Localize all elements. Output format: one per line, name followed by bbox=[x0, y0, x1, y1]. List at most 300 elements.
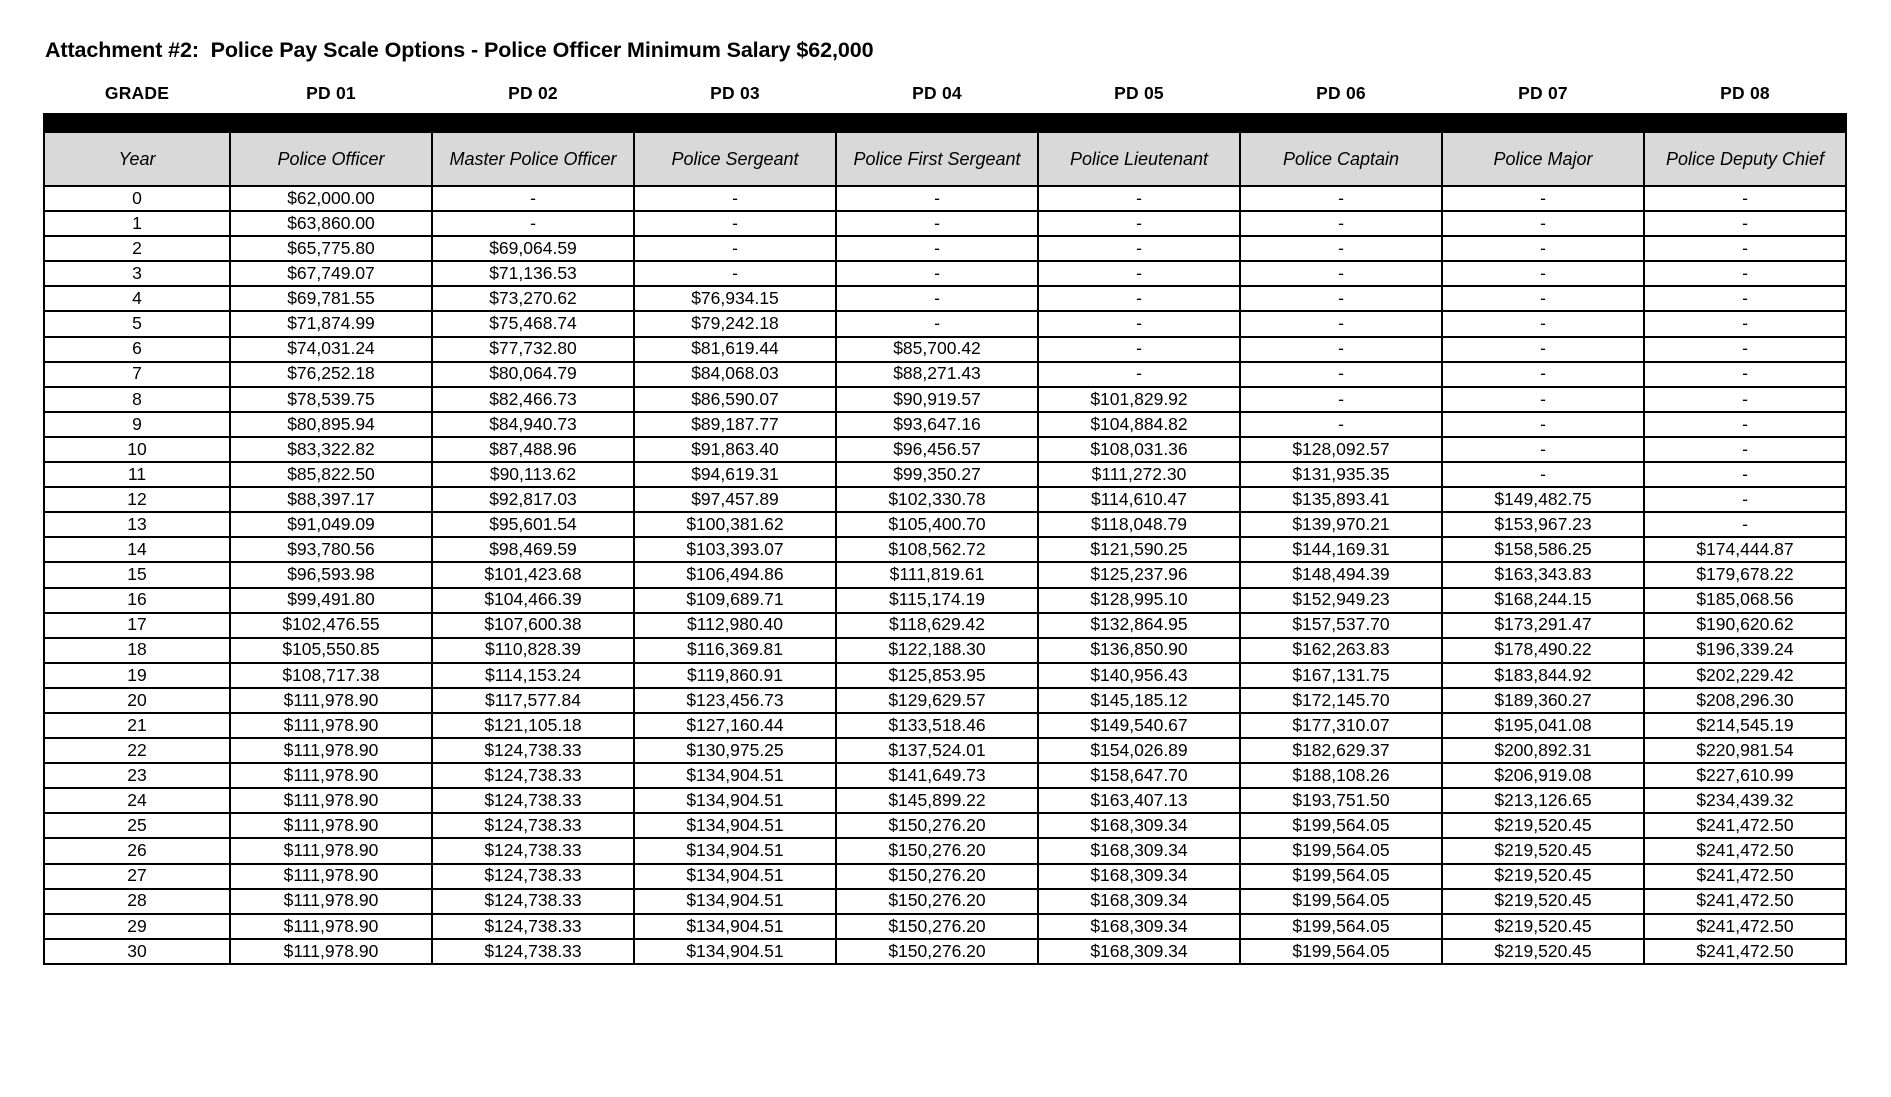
year-cell: 30 bbox=[44, 939, 230, 964]
pd-code-7: PD 07 bbox=[1442, 81, 1644, 114]
table-row bbox=[44, 763, 1846, 788]
salary-cell-pd-8: $234,439.32 bbox=[1644, 788, 1846, 813]
salary-cell-pd-3: $100,381.62 bbox=[634, 512, 836, 537]
salary-cell-pd-1: $111,978.90 bbox=[230, 914, 432, 939]
salary-cell-pd-5: - bbox=[1038, 186, 1240, 211]
salary-cell-pd-6: $162,263.83 bbox=[1240, 638, 1442, 663]
year-cell: 15 bbox=[44, 562, 230, 587]
salary-cell-pd-1: $88,397.17 bbox=[230, 487, 432, 512]
salary-cell-pd-2: $124,738.33 bbox=[432, 788, 634, 813]
salary-cell-pd-5: $168,309.34 bbox=[1038, 889, 1240, 914]
salary-cell-pd-6: - bbox=[1240, 261, 1442, 286]
salary-cell-pd-5: - bbox=[1038, 337, 1240, 362]
salary-cell-pd-4: $150,276.20 bbox=[836, 813, 1038, 838]
salary-cell-pd-7: - bbox=[1442, 412, 1644, 437]
salary-cell-pd-1: $111,978.90 bbox=[230, 864, 432, 889]
salary-cell-pd-4: $150,276.20 bbox=[836, 914, 1038, 939]
salary-cell-pd-1: $76,252.18 bbox=[230, 362, 432, 387]
year-cell: 23 bbox=[44, 763, 230, 788]
salary-cell-pd-3: $134,904.51 bbox=[634, 813, 836, 838]
table-row bbox=[44, 914, 1846, 939]
salary-cell-pd-1: $111,978.90 bbox=[230, 838, 432, 863]
salary-cell-pd-6: $172,145.70 bbox=[1240, 688, 1442, 713]
salary-cell-pd-5: - bbox=[1038, 286, 1240, 311]
table-row bbox=[44, 211, 1846, 236]
table-row bbox=[44, 236, 1846, 261]
salary-cell-pd-5: $132,864.95 bbox=[1038, 613, 1240, 638]
salary-cell-pd-1: $105,550.85 bbox=[230, 638, 432, 663]
salary-cell-pd-7: $173,291.47 bbox=[1442, 613, 1644, 638]
table-row bbox=[44, 437, 1846, 462]
salary-cell-pd-1: $111,978.90 bbox=[230, 813, 432, 838]
position-title-row bbox=[44, 132, 1846, 186]
salary-cell-pd-2: $124,738.33 bbox=[432, 813, 634, 838]
salary-cell-pd-1: $62,000.00 bbox=[230, 186, 432, 211]
salary-cell-pd-7: $189,360.27 bbox=[1442, 688, 1644, 713]
table-body bbox=[44, 186, 1846, 964]
salary-cell-pd-2: $71,136.53 bbox=[432, 261, 634, 286]
table-row bbox=[44, 738, 1846, 763]
page-title: Attachment #2: Police Pay Scale Options - Police Officer Minimum Salary $62,000 bbox=[45, 38, 874, 62]
salary-cell-pd-3: $134,904.51 bbox=[634, 864, 836, 889]
salary-cell-pd-4: $85,700.42 bbox=[836, 337, 1038, 362]
salary-cell-pd-7: $168,244.15 bbox=[1442, 588, 1644, 613]
year-cell: 17 bbox=[44, 613, 230, 638]
salary-cell-pd-3: $103,393.07 bbox=[634, 537, 836, 562]
year-cell: 28 bbox=[44, 889, 230, 914]
salary-cell-pd-8: - bbox=[1644, 311, 1846, 336]
salary-cell-pd-3: $89,187.77 bbox=[634, 412, 836, 437]
salary-cell-pd-8: - bbox=[1644, 211, 1846, 236]
salary-cell-pd-1: $102,476.55 bbox=[230, 613, 432, 638]
salary-cell-pd-6: $139,970.21 bbox=[1240, 512, 1442, 537]
table-row bbox=[44, 261, 1846, 286]
salary-cell-pd-3: - bbox=[634, 261, 836, 286]
table-row bbox=[44, 613, 1846, 638]
salary-cell-pd-1: $111,978.90 bbox=[230, 889, 432, 914]
year-cell: 11 bbox=[44, 462, 230, 487]
year-cell: 4 bbox=[44, 286, 230, 311]
salary-cell-pd-2: $114,153.24 bbox=[432, 663, 634, 688]
salary-cell-pd-5: $163,407.13 bbox=[1038, 788, 1240, 813]
salary-cell-pd-6: $131,935.35 bbox=[1240, 462, 1442, 487]
salary-cell-pd-8: - bbox=[1644, 462, 1846, 487]
salary-cell-pd-2: - bbox=[432, 211, 634, 236]
salary-cell-pd-5: $145,185.12 bbox=[1038, 688, 1240, 713]
table-row bbox=[44, 462, 1846, 487]
salary-cell-pd-5: $104,884.82 bbox=[1038, 412, 1240, 437]
salary-cell-pd-8: $241,472.50 bbox=[1644, 838, 1846, 863]
year-cell: 14 bbox=[44, 537, 230, 562]
salary-cell-pd-6: $177,310.07 bbox=[1240, 713, 1442, 738]
salary-cell-pd-1: $111,978.90 bbox=[230, 939, 432, 964]
table-row bbox=[44, 362, 1846, 387]
year-cell: 5 bbox=[44, 311, 230, 336]
salary-cell-pd-8: - bbox=[1644, 487, 1846, 512]
salary-cell-pd-5: $101,829.92 bbox=[1038, 387, 1240, 412]
salary-cell-pd-8: - bbox=[1644, 412, 1846, 437]
pay-scale-table bbox=[43, 81, 1847, 965]
table-row bbox=[44, 537, 1846, 562]
position-title-6: Police Captain bbox=[1240, 132, 1442, 186]
salary-cell-pd-3: $134,904.51 bbox=[634, 763, 836, 788]
salary-cell-pd-6: $199,564.05 bbox=[1240, 838, 1442, 863]
salary-cell-pd-2: $124,738.33 bbox=[432, 914, 634, 939]
salary-cell-pd-1: $83,322.82 bbox=[230, 437, 432, 462]
salary-cell-pd-2: $69,064.59 bbox=[432, 236, 634, 261]
salary-cell-pd-4: $150,276.20 bbox=[836, 864, 1038, 889]
salary-cell-pd-2: $124,738.33 bbox=[432, 889, 634, 914]
salary-cell-pd-3: $134,904.51 bbox=[634, 914, 836, 939]
position-title-1: Police Officer bbox=[230, 132, 432, 186]
salary-cell-pd-7: $153,967.23 bbox=[1442, 512, 1644, 537]
salary-cell-pd-4: - bbox=[836, 311, 1038, 336]
salary-cell-pd-6: $193,751.50 bbox=[1240, 788, 1442, 813]
salary-cell-pd-1: $111,978.90 bbox=[230, 738, 432, 763]
black-bar-cell bbox=[44, 114, 1846, 132]
salary-cell-pd-6: - bbox=[1240, 387, 1442, 412]
salary-cell-pd-7: - bbox=[1442, 462, 1644, 487]
salary-cell-pd-7: $206,919.08 bbox=[1442, 763, 1644, 788]
salary-cell-pd-2: $98,469.59 bbox=[432, 537, 634, 562]
salary-cell-pd-6: - bbox=[1240, 311, 1442, 336]
salary-cell-pd-3: $109,689.71 bbox=[634, 588, 836, 613]
salary-cell-pd-4: - bbox=[836, 186, 1038, 211]
salary-cell-pd-4: $111,819.61 bbox=[836, 562, 1038, 587]
year-cell: 8 bbox=[44, 387, 230, 412]
salary-cell-pd-4: $108,562.72 bbox=[836, 537, 1038, 562]
salary-cell-pd-3: $119,860.91 bbox=[634, 663, 836, 688]
salary-cell-pd-6: $157,537.70 bbox=[1240, 613, 1442, 638]
salary-cell-pd-1: $111,978.90 bbox=[230, 688, 432, 713]
salary-cell-pd-5: - bbox=[1038, 211, 1240, 236]
salary-cell-pd-6: $188,108.26 bbox=[1240, 763, 1442, 788]
salary-cell-pd-3: $79,242.18 bbox=[634, 311, 836, 336]
pd-code-6: PD 06 bbox=[1240, 81, 1442, 114]
salary-cell-pd-1: $99,491.80 bbox=[230, 588, 432, 613]
table-head bbox=[44, 81, 1846, 186]
salary-cell-pd-4: $99,350.27 bbox=[836, 462, 1038, 487]
table-row bbox=[44, 487, 1846, 512]
salary-cell-pd-7: $163,343.83 bbox=[1442, 562, 1644, 587]
salary-cell-pd-2: $124,738.33 bbox=[432, 838, 634, 863]
salary-cell-pd-7: $219,520.45 bbox=[1442, 889, 1644, 914]
salary-cell-pd-3: $81,619.44 bbox=[634, 337, 836, 362]
salary-cell-pd-7: $219,520.45 bbox=[1442, 939, 1644, 964]
salary-cell-pd-6: - bbox=[1240, 211, 1442, 236]
salary-cell-pd-2: $101,423.68 bbox=[432, 562, 634, 587]
salary-cell-pd-4: $93,647.16 bbox=[836, 412, 1038, 437]
salary-cell-pd-7: - bbox=[1442, 337, 1644, 362]
salary-cell-pd-2: $90,113.62 bbox=[432, 462, 634, 487]
salary-cell-pd-8: - bbox=[1644, 337, 1846, 362]
salary-cell-pd-1: $69,781.55 bbox=[230, 286, 432, 311]
year-cell: 25 bbox=[44, 813, 230, 838]
table-row bbox=[44, 512, 1846, 537]
salary-cell-pd-8: $220,981.54 bbox=[1644, 738, 1846, 763]
salary-cell-pd-8: - bbox=[1644, 437, 1846, 462]
salary-cell-pd-3: $116,369.81 bbox=[634, 638, 836, 663]
salary-cell-pd-6: $199,564.05 bbox=[1240, 864, 1442, 889]
salary-cell-pd-6: $128,092.57 bbox=[1240, 437, 1442, 462]
salary-cell-pd-1: $91,049.09 bbox=[230, 512, 432, 537]
salary-cell-pd-2: $110,828.39 bbox=[432, 638, 634, 663]
salary-cell-pd-3: $134,904.51 bbox=[634, 889, 836, 914]
year-cell: 13 bbox=[44, 512, 230, 537]
salary-cell-pd-8: $185,068.56 bbox=[1644, 588, 1846, 613]
position-title-5: Police Lieutenant bbox=[1038, 132, 1240, 186]
salary-cell-pd-4: $150,276.20 bbox=[836, 838, 1038, 863]
salary-cell-pd-4: - bbox=[836, 236, 1038, 261]
salary-cell-pd-5: $118,048.79 bbox=[1038, 512, 1240, 537]
salary-cell-pd-4: - bbox=[836, 286, 1038, 311]
salary-cell-pd-3: $127,160.44 bbox=[634, 713, 836, 738]
salary-cell-pd-1: $108,717.38 bbox=[230, 663, 432, 688]
grade-label: GRADE bbox=[44, 81, 230, 114]
salary-cell-pd-7: - bbox=[1442, 362, 1644, 387]
salary-cell-pd-2: $124,738.33 bbox=[432, 738, 634, 763]
salary-cell-pd-8: - bbox=[1644, 512, 1846, 537]
salary-cell-pd-2: $87,488.96 bbox=[432, 437, 634, 462]
salary-cell-pd-6: - bbox=[1240, 337, 1442, 362]
salary-cell-pd-5: $128,995.10 bbox=[1038, 588, 1240, 613]
salary-cell-pd-4: $150,276.20 bbox=[836, 889, 1038, 914]
black-separator-bar bbox=[44, 114, 1846, 132]
salary-cell-pd-1: $85,822.50 bbox=[230, 462, 432, 487]
salary-cell-pd-4: $129,629.57 bbox=[836, 688, 1038, 713]
salary-cell-pd-2: $80,064.79 bbox=[432, 362, 634, 387]
salary-cell-pd-7: - bbox=[1442, 437, 1644, 462]
salary-cell-pd-3: $130,975.25 bbox=[634, 738, 836, 763]
salary-cell-pd-5: - bbox=[1038, 236, 1240, 261]
table-row bbox=[44, 864, 1846, 889]
salary-cell-pd-7: $219,520.45 bbox=[1442, 914, 1644, 939]
salary-cell-pd-5: $168,309.34 bbox=[1038, 914, 1240, 939]
table-row bbox=[44, 387, 1846, 412]
salary-cell-pd-5: $168,309.34 bbox=[1038, 939, 1240, 964]
salary-cell-pd-3: - bbox=[634, 236, 836, 261]
salary-cell-pd-5: $125,237.96 bbox=[1038, 562, 1240, 587]
year-cell: 6 bbox=[44, 337, 230, 362]
salary-cell-pd-3: $94,619.31 bbox=[634, 462, 836, 487]
salary-cell-pd-8: - bbox=[1644, 261, 1846, 286]
year-cell: 16 bbox=[44, 588, 230, 613]
salary-cell-pd-2: $124,738.33 bbox=[432, 864, 634, 889]
salary-cell-pd-1: $74,031.24 bbox=[230, 337, 432, 362]
salary-cell-pd-7: - bbox=[1442, 387, 1644, 412]
year-cell: 24 bbox=[44, 788, 230, 813]
salary-cell-pd-5: $168,309.34 bbox=[1038, 813, 1240, 838]
salary-cell-pd-8: $241,472.50 bbox=[1644, 889, 1846, 914]
table-row bbox=[44, 412, 1846, 437]
table-row bbox=[44, 713, 1846, 738]
pd-code-5: PD 05 bbox=[1038, 81, 1240, 114]
year-cell: 21 bbox=[44, 713, 230, 738]
table-row bbox=[44, 638, 1846, 663]
pd-code-8: PD 08 bbox=[1644, 81, 1846, 114]
salary-cell-pd-8: $241,472.50 bbox=[1644, 864, 1846, 889]
year-cell: 2 bbox=[44, 236, 230, 261]
salary-cell-pd-6: $199,564.05 bbox=[1240, 914, 1442, 939]
salary-cell-pd-3: $91,863.40 bbox=[634, 437, 836, 462]
salary-cell-pd-8: - bbox=[1644, 186, 1846, 211]
year-cell: 19 bbox=[44, 663, 230, 688]
year-cell: 1 bbox=[44, 211, 230, 236]
salary-cell-pd-8: $196,339.24 bbox=[1644, 638, 1846, 663]
salary-cell-pd-8: $214,545.19 bbox=[1644, 713, 1846, 738]
salary-cell-pd-6: $135,893.41 bbox=[1240, 487, 1442, 512]
salary-cell-pd-8: - bbox=[1644, 387, 1846, 412]
salary-cell-pd-7: $183,844.92 bbox=[1442, 663, 1644, 688]
salary-cell-pd-2: $75,468.74 bbox=[432, 311, 634, 336]
year-cell: 22 bbox=[44, 738, 230, 763]
salary-cell-pd-4: - bbox=[836, 211, 1038, 236]
salary-cell-pd-5: $154,026.89 bbox=[1038, 738, 1240, 763]
salary-cell-pd-1: $93,780.56 bbox=[230, 537, 432, 562]
salary-cell-pd-3: $134,904.51 bbox=[634, 838, 836, 863]
salary-cell-pd-8: - bbox=[1644, 362, 1846, 387]
salary-cell-pd-8: $190,620.62 bbox=[1644, 613, 1846, 638]
salary-cell-pd-6: - bbox=[1240, 362, 1442, 387]
salary-cell-pd-7: - bbox=[1442, 286, 1644, 311]
salary-cell-pd-4: $122,188.30 bbox=[836, 638, 1038, 663]
salary-cell-pd-6: $167,131.75 bbox=[1240, 663, 1442, 688]
table-row bbox=[44, 939, 1846, 964]
salary-cell-pd-6: $199,564.05 bbox=[1240, 939, 1442, 964]
table-row bbox=[44, 838, 1846, 863]
salary-cell-pd-8: $241,472.50 bbox=[1644, 914, 1846, 939]
salary-cell-pd-5: $168,309.34 bbox=[1038, 838, 1240, 863]
salary-cell-pd-6: $199,564.05 bbox=[1240, 813, 1442, 838]
salary-cell-pd-2: $124,738.33 bbox=[432, 939, 634, 964]
year-cell: 27 bbox=[44, 864, 230, 889]
salary-cell-pd-1: $111,978.90 bbox=[230, 788, 432, 813]
salary-cell-pd-7: $219,520.45 bbox=[1442, 813, 1644, 838]
pd-code-1: PD 01 bbox=[230, 81, 432, 114]
salary-cell-pd-8: - bbox=[1644, 286, 1846, 311]
table-row bbox=[44, 889, 1846, 914]
salary-cell-pd-2: $95,601.54 bbox=[432, 512, 634, 537]
table-row bbox=[44, 337, 1846, 362]
position-title-8: Police Deputy Chief bbox=[1644, 132, 1846, 186]
salary-cell-pd-5: - bbox=[1038, 261, 1240, 286]
salary-cell-pd-7: $219,520.45 bbox=[1442, 864, 1644, 889]
salary-cell-pd-4: $115,174.19 bbox=[836, 588, 1038, 613]
salary-cell-pd-8: $227,610.99 bbox=[1644, 763, 1846, 788]
salary-cell-pd-4: $125,853.95 bbox=[836, 663, 1038, 688]
salary-cell-pd-4: $88,271.43 bbox=[836, 362, 1038, 387]
salary-cell-pd-2: $92,817.03 bbox=[432, 487, 634, 512]
salary-cell-pd-2: $121,105.18 bbox=[432, 713, 634, 738]
salary-cell-pd-5: - bbox=[1038, 311, 1240, 336]
salary-cell-pd-2: - bbox=[432, 186, 634, 211]
salary-cell-pd-7: - bbox=[1442, 211, 1644, 236]
salary-cell-pd-3: - bbox=[634, 186, 836, 211]
year-cell: 18 bbox=[44, 638, 230, 663]
table-row bbox=[44, 311, 1846, 336]
salary-cell-pd-7: $149,482.75 bbox=[1442, 487, 1644, 512]
salary-cell-pd-7: - bbox=[1442, 261, 1644, 286]
salary-cell-pd-6: $148,494.39 bbox=[1240, 562, 1442, 587]
pd-code-4: PD 04 bbox=[836, 81, 1038, 114]
salary-cell-pd-3: $134,904.51 bbox=[634, 788, 836, 813]
year-cell: 3 bbox=[44, 261, 230, 286]
salary-cell-pd-4: - bbox=[836, 261, 1038, 286]
salary-cell-pd-7: $219,520.45 bbox=[1442, 838, 1644, 863]
salary-cell-pd-2: $124,738.33 bbox=[432, 763, 634, 788]
salary-cell-pd-3: $123,456.73 bbox=[634, 688, 836, 713]
salary-cell-pd-7: $178,490.22 bbox=[1442, 638, 1644, 663]
salary-cell-pd-8: $202,229.42 bbox=[1644, 663, 1846, 688]
salary-cell-pd-2: $117,577.84 bbox=[432, 688, 634, 713]
table-row bbox=[44, 186, 1846, 211]
salary-cell-pd-6: $182,629.37 bbox=[1240, 738, 1442, 763]
table-row bbox=[44, 562, 1846, 587]
pd-code-3: PD 03 bbox=[634, 81, 836, 114]
salary-cell-pd-2: $84,940.73 bbox=[432, 412, 634, 437]
salary-cell-pd-8: $241,472.50 bbox=[1644, 813, 1846, 838]
salary-cell-pd-5: $158,647.70 bbox=[1038, 763, 1240, 788]
salary-cell-pd-5: $121,590.25 bbox=[1038, 537, 1240, 562]
salary-cell-pd-4: $90,919.57 bbox=[836, 387, 1038, 412]
salary-cell-pd-5: $114,610.47 bbox=[1038, 487, 1240, 512]
table-row bbox=[44, 588, 1846, 613]
position-title-4: Police First Sergeant bbox=[836, 132, 1038, 186]
salary-cell-pd-7: - bbox=[1442, 311, 1644, 336]
table-row bbox=[44, 688, 1846, 713]
salary-cell-pd-6: $199,564.05 bbox=[1240, 889, 1442, 914]
salary-cell-pd-8: - bbox=[1644, 236, 1846, 261]
salary-cell-pd-1: $65,775.80 bbox=[230, 236, 432, 261]
year-cell: 20 bbox=[44, 688, 230, 713]
year-cell: 7 bbox=[44, 362, 230, 387]
salary-cell-pd-2: $104,466.39 bbox=[432, 588, 634, 613]
year-cell: 0 bbox=[44, 186, 230, 211]
salary-cell-pd-1: $78,539.75 bbox=[230, 387, 432, 412]
year-cell: 10 bbox=[44, 437, 230, 462]
salary-cell-pd-5: $168,309.34 bbox=[1038, 864, 1240, 889]
salary-cell-pd-3: $76,934.15 bbox=[634, 286, 836, 311]
salary-cell-pd-8: $174,444.87 bbox=[1644, 537, 1846, 562]
salary-cell-pd-1: $71,874.99 bbox=[230, 311, 432, 336]
position-title-7: Police Major bbox=[1442, 132, 1644, 186]
year-cell: 29 bbox=[44, 914, 230, 939]
salary-cell-pd-8: $241,472.50 bbox=[1644, 939, 1846, 964]
table-row bbox=[44, 663, 1846, 688]
position-title-2: Master Police Officer bbox=[432, 132, 634, 186]
year-cell: 12 bbox=[44, 487, 230, 512]
year-cell: 9 bbox=[44, 412, 230, 437]
salary-cell-pd-7: - bbox=[1442, 186, 1644, 211]
salary-cell-pd-2: $73,270.62 bbox=[432, 286, 634, 311]
table-row bbox=[44, 286, 1846, 311]
salary-cell-pd-3: $106,494.86 bbox=[634, 562, 836, 587]
salary-cell-pd-3: $86,590.07 bbox=[634, 387, 836, 412]
salary-cell-pd-4: $141,649.73 bbox=[836, 763, 1038, 788]
salary-cell-pd-1: $96,593.98 bbox=[230, 562, 432, 587]
salary-cell-pd-6: $144,169.31 bbox=[1240, 537, 1442, 562]
salary-cell-pd-1: $67,749.07 bbox=[230, 261, 432, 286]
grade-code-row bbox=[44, 81, 1846, 114]
salary-cell-pd-6: $152,949.23 bbox=[1240, 588, 1442, 613]
table-row bbox=[44, 813, 1846, 838]
salary-cell-pd-6: - bbox=[1240, 286, 1442, 311]
salary-cell-pd-2: $82,466.73 bbox=[432, 387, 634, 412]
salary-cell-pd-2: $77,732.80 bbox=[432, 337, 634, 362]
salary-cell-pd-1: $111,978.90 bbox=[230, 763, 432, 788]
salary-cell-pd-4: $96,456.57 bbox=[836, 437, 1038, 462]
salary-cell-pd-3: $84,068.03 bbox=[634, 362, 836, 387]
